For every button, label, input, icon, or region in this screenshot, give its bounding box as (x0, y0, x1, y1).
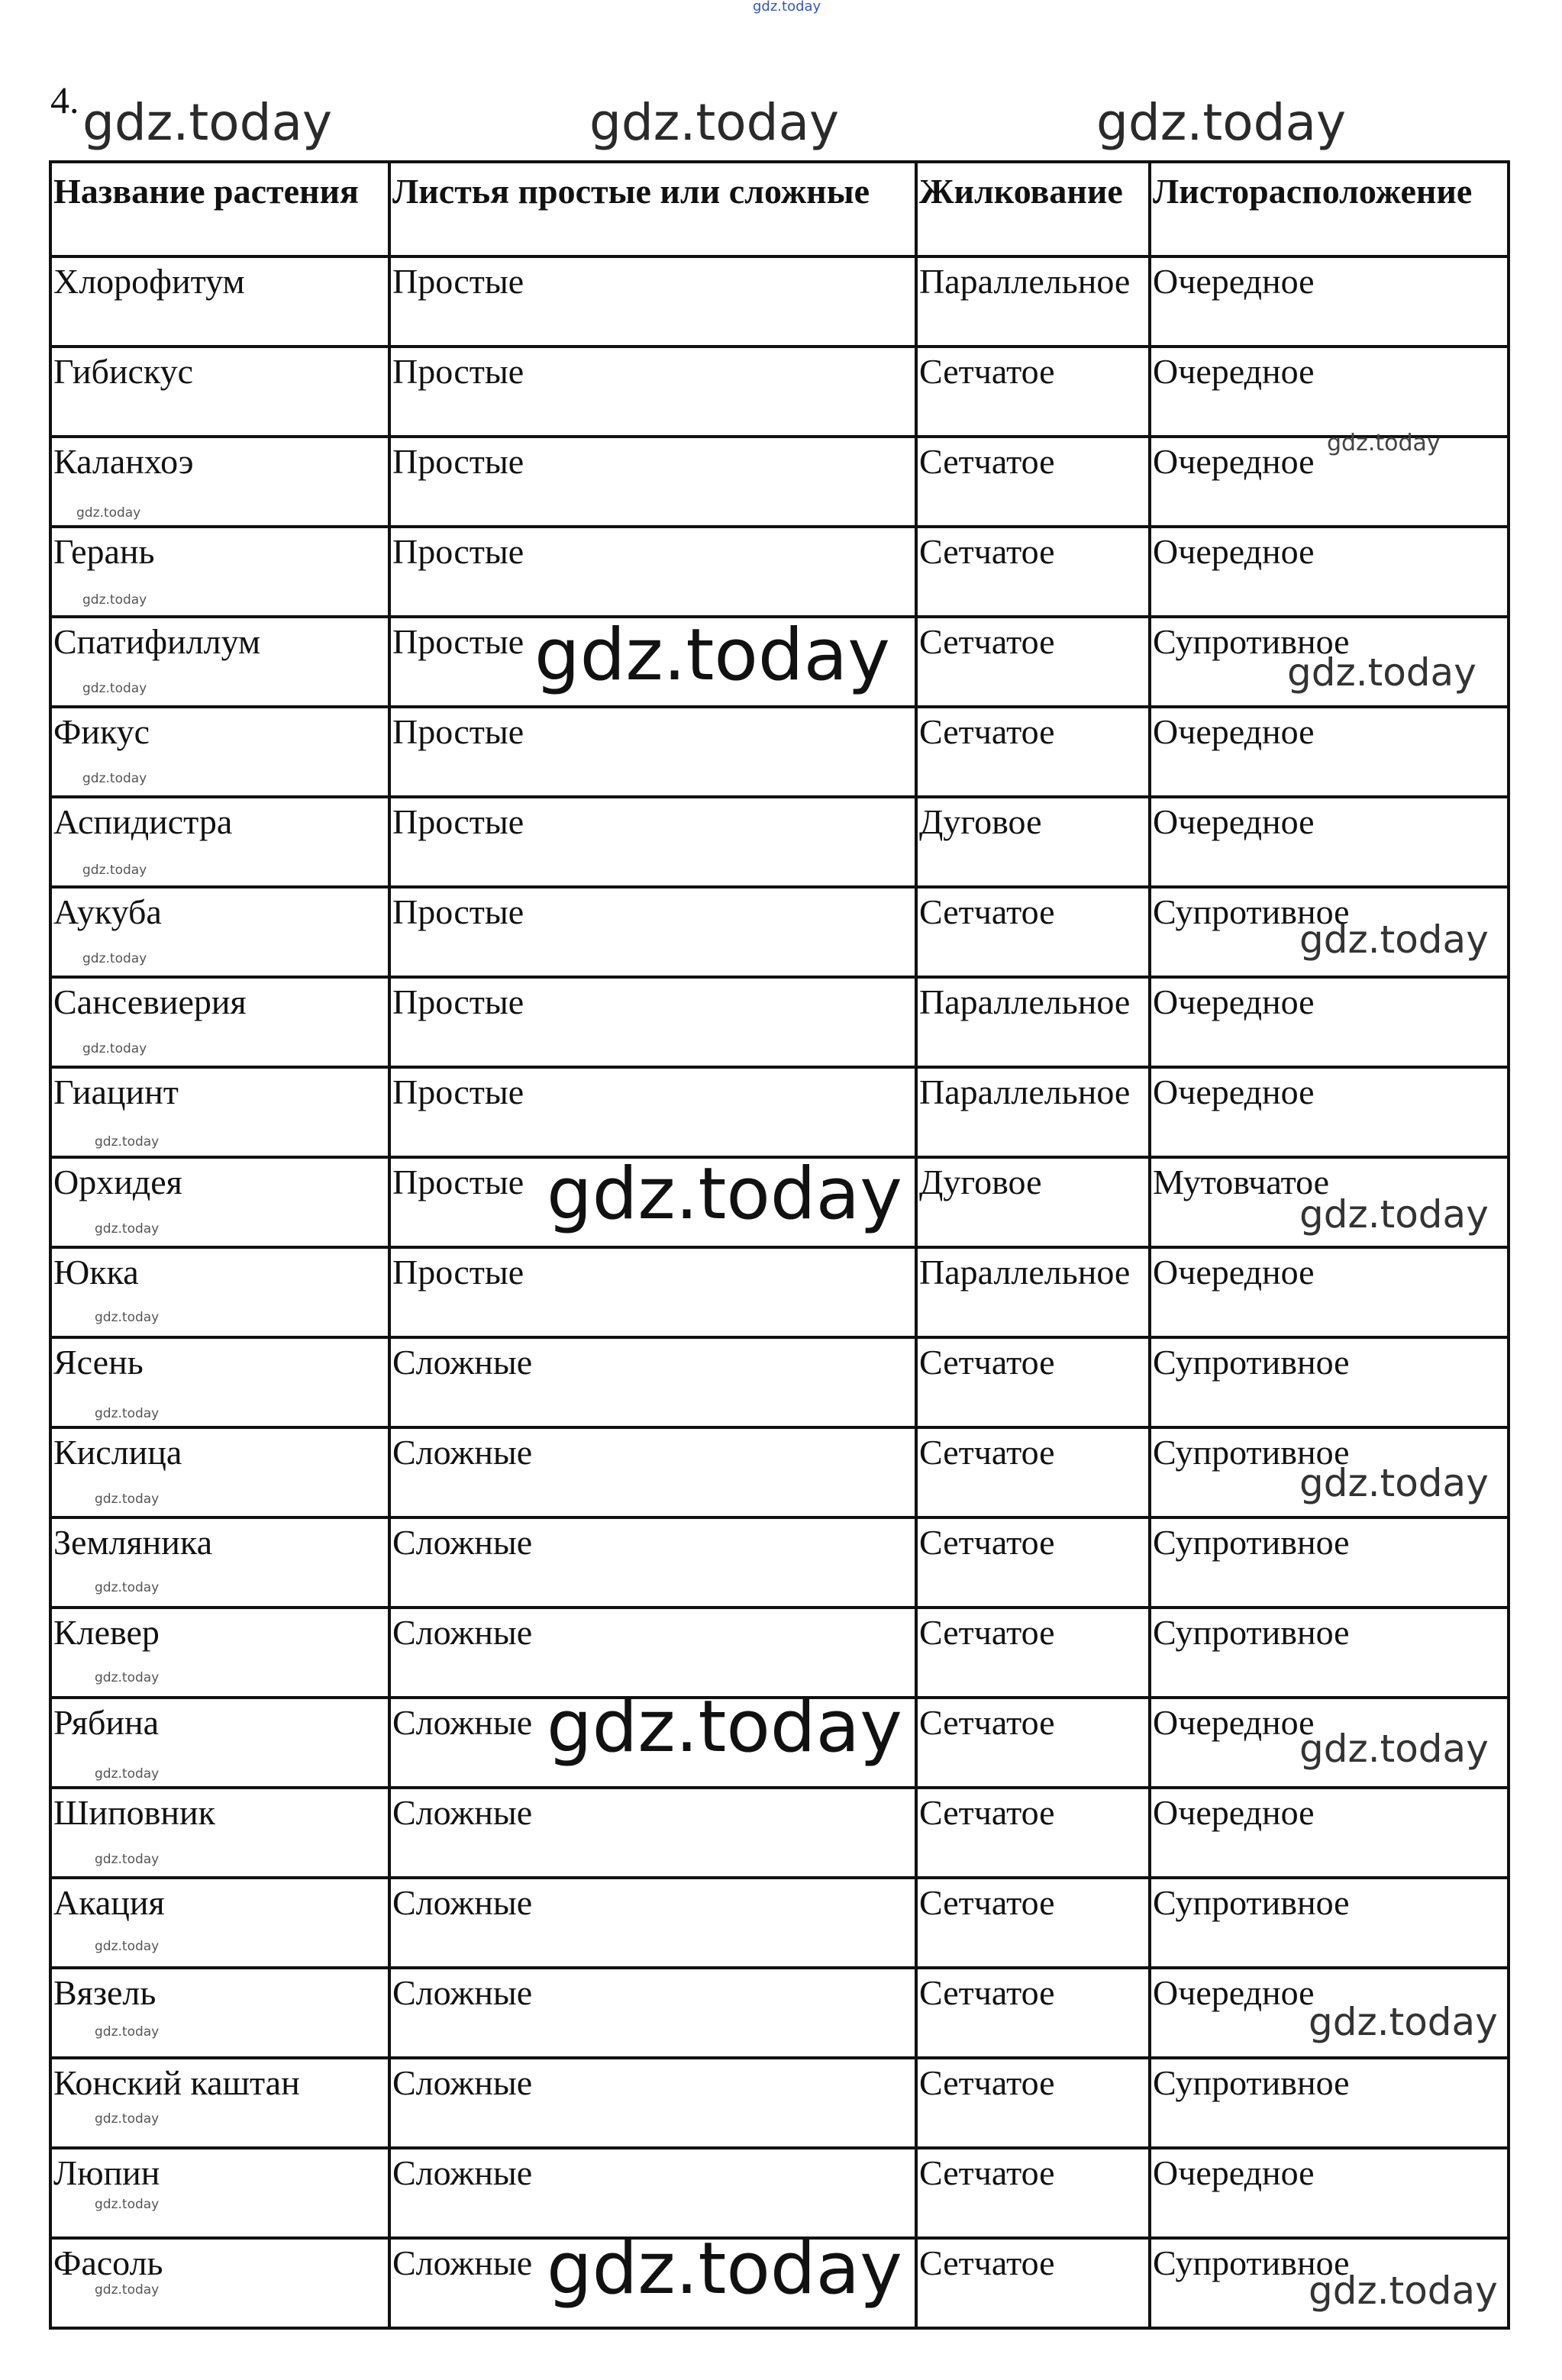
cell-plant: Фасоль (50, 2238, 389, 2328)
cell-plant: Хлорофитум (50, 256, 389, 347)
cell-venation: Сетчатое (916, 1788, 1150, 1878)
cell-plant: Акация (50, 1878, 389, 1968)
cell-venation: Сетчатое (916, 1517, 1150, 1608)
cell-arrangement: Супротивное (1150, 1427, 1509, 1517)
cell-venation: Сетчатое (916, 2148, 1150, 2238)
cell-arrangement: Очередное (1150, 1788, 1509, 1878)
cell-arrangement: Супротивное (1150, 1337, 1509, 1427)
cell-leaf-type: Простые (389, 1247, 916, 1337)
cell-leaf-type: Сложные (389, 1517, 916, 1608)
cell-leaf-type: Простые (389, 1157, 916, 1247)
cell-arrangement: Очередное (1150, 1067, 1509, 1157)
cell-arrangement: Супротивное (1150, 2058, 1509, 2148)
table-row (50, 1608, 1509, 1698)
cell-plant: Ясень (50, 1337, 389, 1427)
cell-venation: Сетчатое (916, 617, 1150, 707)
watermark-overlay: gdz.today (82, 1041, 147, 1056)
header-plant-name: Название растения (50, 162, 389, 256)
watermark-overlay: gdz.today (82, 863, 147, 878)
watermark-overlay: gdz.today (95, 2282, 160, 2298)
watermark-overlay: gdz.today (95, 2024, 160, 2040)
cell-venation: Сетчатое (916, 347, 1150, 437)
cell-arrangement: Мутовчатое (1150, 1157, 1509, 1247)
cell-arrangement: Супротивное (1150, 1517, 1509, 1608)
watermark-header-1: gdz.today (82, 93, 333, 152)
cell-leaf-type: Простые (389, 347, 916, 437)
cell-plant: Аукуба (50, 887, 389, 977)
cell-leaf-type: Сложные (389, 1698, 916, 1788)
cell-venation: Сетчатое (916, 887, 1150, 977)
cell-leaf-type: Простые (389, 887, 916, 977)
cell-venation: Сетчатое (916, 2238, 1150, 2328)
table-row (50, 1067, 1509, 1157)
cell-arrangement: Супротивное (1150, 1608, 1509, 1698)
cell-arrangement: Очередное (1150, 256, 1509, 347)
cell-plant: Гиацинт (50, 1067, 389, 1157)
cell-leaf-type: Простые (389, 256, 916, 347)
watermark-overlay: gdz.today (95, 1766, 160, 1782)
watermark-overlay: gdz.today (1299, 1192, 1489, 1237)
watermark-overlay: gdz.today (547, 2227, 902, 2311)
cell-arrangement: Супротивное (1150, 1878, 1509, 1968)
cell-venation: Параллельное (916, 256, 1150, 347)
watermark-overlay: gdz.today (95, 2197, 160, 2212)
watermark-overlay: gdz.today (76, 505, 141, 521)
cell-venation: Сетчатое (916, 707, 1150, 797)
table-row (50, 887, 1509, 977)
cell-plant: Герань (50, 527, 389, 617)
cell-arrangement: Очередное (1150, 2148, 1509, 2238)
watermark-overlay: gdz.today (95, 1580, 160, 1595)
cell-venation: Сетчатое (916, 1968, 1150, 2058)
table-row (50, 1968, 1509, 2058)
watermark-overlay: gdz.today (82, 592, 147, 608)
cell-plant: Рябина (50, 1698, 389, 1788)
cell-plant: Земляника (50, 1517, 389, 1608)
cell-arrangement: Очередное (1150, 1968, 1509, 2058)
cell-leaf-type: Простые (389, 797, 916, 887)
cell-leaf-type: Сложные (389, 1608, 916, 1698)
cell-leaf-type: Простые (389, 527, 916, 617)
cell-leaf-type: Сложные (389, 2058, 916, 2148)
cell-leaf-type: Сложные (389, 1878, 916, 1968)
watermark-overlay: gdz.today (95, 1310, 160, 1325)
cell-venation: Сетчатое (916, 1608, 1150, 1698)
cell-arrangement: Очередное (1150, 1698, 1509, 1788)
cell-leaf-type: Простые (389, 977, 916, 1067)
cell-arrangement: Супротивное (1150, 887, 1509, 977)
table-row (50, 1247, 1509, 1337)
cell-arrangement: Очередное (1150, 347, 1509, 437)
header-row (50, 162, 1509, 256)
cell-plant: Спатифиллум (50, 617, 389, 707)
watermark-overlay: gdz.today (95, 1221, 160, 1237)
watermark-overlay: gdz.today (534, 614, 890, 697)
watermark-overlay: gdz.today (1327, 430, 1441, 456)
table-row (50, 797, 1509, 887)
watermark-header-2: gdz.today (589, 93, 840, 152)
cell-leaf-type: Сложные (389, 2238, 916, 2328)
cell-venation: Сетчатое (916, 1878, 1150, 1968)
cell-venation: Сетчатое (916, 2058, 1150, 2148)
watermark-overlay: gdz.today (547, 1685, 902, 1769)
cell-plant: Юкка (50, 1247, 389, 1337)
table-row (50, 1517, 1509, 1608)
cell-venation: Сетчатое (916, 1427, 1150, 1517)
cell-leaf-type: Простые (389, 1067, 916, 1157)
cell-plant: Конский каштан (50, 2058, 389, 2148)
cell-leaf-type: Сложные (389, 1788, 916, 1878)
cell-plant: Вязель (50, 1968, 389, 2058)
cell-leaf-type: Сложные (389, 1968, 916, 2058)
watermark-overlay: gdz.today (95, 1670, 160, 1685)
watermark-overlay: gdz.today (95, 1852, 160, 1867)
cell-venation: Параллельное (916, 1067, 1150, 1157)
cell-plant: Кислица (50, 1427, 389, 1517)
cell-arrangement: Очередное (1150, 797, 1509, 887)
cell-venation: Дуговое (916, 1157, 1150, 1247)
cell-arrangement: Очередное (1150, 707, 1509, 797)
watermark-overlay: gdz.today (95, 2111, 160, 2127)
cell-plant: Клевер (50, 1608, 389, 1698)
cell-leaf-type: Сложные (389, 1337, 916, 1427)
cell-plant: Сансевиерия (50, 977, 389, 1067)
cell-leaf-type: Сложные (389, 2148, 916, 2238)
cell-venation: Сетчатое (916, 1337, 1150, 1427)
cell-arrangement: Очередное (1150, 977, 1509, 1067)
table-row (50, 1788, 1509, 1878)
cell-leaf-type: Простые (389, 707, 916, 797)
cell-plant: Фикус (50, 707, 389, 797)
watermark-overlay: gdz.today (82, 771, 147, 786)
watermark-overlay: gdz.today (82, 951, 147, 966)
watermark-overlay: gdz.today (1309, 2000, 1498, 2044)
cell-leaf-type: Простые (389, 617, 916, 707)
table-row (50, 256, 1509, 347)
cell-arrangement: Супротивное (1150, 2238, 1509, 2328)
cell-venation: Сетчатое (916, 527, 1150, 617)
cell-plant: Гибискус (50, 347, 389, 437)
cell-leaf-type: Простые (389, 437, 916, 527)
table-row (50, 2058, 1509, 2148)
table-row (50, 707, 1509, 797)
cell-venation: Параллельное (916, 977, 1150, 1067)
cell-venation: Сетчатое (916, 1698, 1150, 1788)
cell-plant: Орхидея (50, 1157, 389, 1247)
watermark-overlay: gdz.today (547, 1153, 902, 1236)
watermark-overlay: gdz.today (1299, 1727, 1489, 1771)
table-row (50, 1427, 1509, 1517)
table-row (50, 437, 1509, 527)
table-row (50, 527, 1509, 617)
header-venation: Жилкование (916, 162, 1150, 256)
cell-venation: Параллельное (916, 1247, 1150, 1337)
cell-plant: Люпин (50, 2148, 389, 2238)
cell-arrangement: Очередное (1150, 437, 1509, 527)
task-number: 4. (50, 79, 79, 121)
header-leaf-type: Листья простые или сложные (389, 162, 916, 256)
table-row (50, 1878, 1509, 1968)
table-row (50, 347, 1509, 437)
watermark-overlay: gdz.today (95, 1492, 160, 1507)
watermark-overlay: gdz.today (1299, 1461, 1489, 1505)
cell-arrangement: Очередное (1150, 1247, 1509, 1337)
cell-plant: Шиповник (50, 1788, 389, 1878)
watermark-overlay: gdz.today (95, 1134, 160, 1150)
cell-leaf-type: Сложные (389, 1427, 916, 1517)
plants-table (49, 160, 1510, 2330)
watermark-overlay: gdz.today (95, 1406, 160, 1421)
cell-venation: Сетчатое (916, 437, 1150, 527)
table-row (50, 977, 1509, 1067)
watermark-top: gdz.today (753, 0, 821, 15)
table-row (50, 2148, 1509, 2238)
cell-plant: Каланхоэ (50, 437, 389, 527)
table-row (50, 1337, 1509, 1427)
watermark-overlay: gdz.today (95, 1939, 160, 1954)
cell-arrangement: Супротивное (1150, 617, 1509, 707)
watermark-overlay: gdz.today (1287, 650, 1476, 695)
watermark-overlay: gdz.today (1299, 917, 1489, 962)
cell-plant: Аспидистра (50, 797, 389, 887)
cell-arrangement: Очередное (1150, 527, 1509, 617)
cell-venation: Дуговое (916, 797, 1150, 887)
watermark-overlay: gdz.today (82, 681, 147, 696)
header-arrangement: Листорасположение (1150, 162, 1509, 256)
watermark-overlay: gdz.today (1309, 2269, 1498, 2313)
watermark-header-3: gdz.today (1096, 93, 1347, 152)
